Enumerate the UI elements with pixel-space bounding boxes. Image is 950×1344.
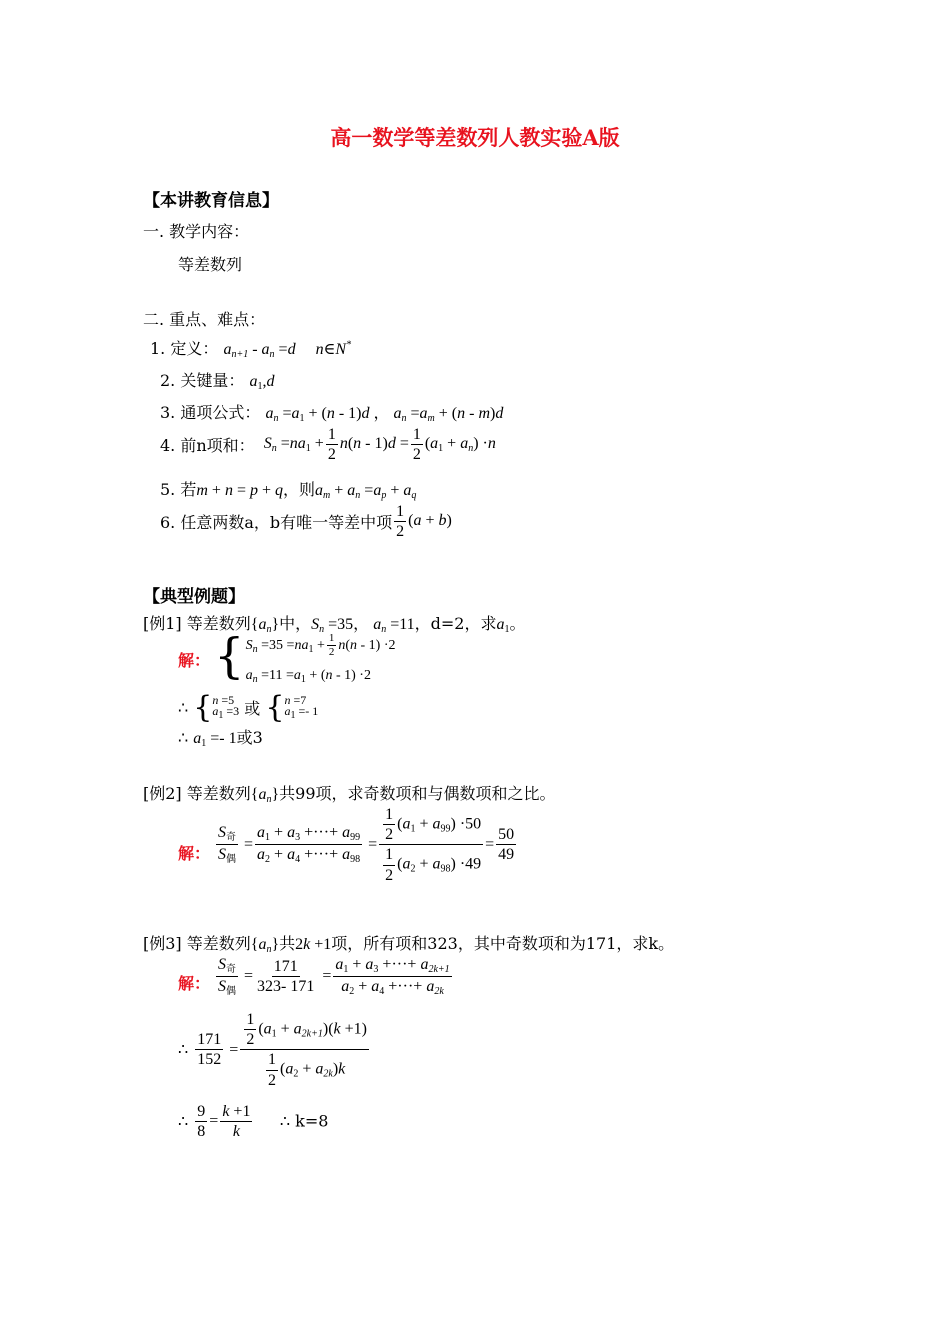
example-3-solution-label: 解： — [178, 974, 211, 993]
example-3-label: [例3] 等差数列 — [143, 934, 251, 953]
therefore-symbol: ∴ — [178, 728, 189, 747]
general-term-label: 3. 通项公式： — [160, 403, 261, 422]
arithmetic-mean-label: 6. 任意两数a，b有唯一等差中项 — [160, 513, 393, 533]
example-1-ask: ，d=2，求 — [414, 614, 497, 633]
example-2-statement — [143, 781, 556, 805]
sum-formula: $S_n =na_1$ + $\frac{1}{2}$ n(n - 1)d = $\frac{1}{2}$ $(a_1 + a_n) \cdot n$ — [259, 426, 496, 464]
page-title: 高一数学等差数列人教实验A版 — [330, 125, 620, 150]
example-1-label: [例1] 等差数列 — [143, 614, 251, 633]
definition-formula: $a_{n+1} - a_n =d$ n∈N* — [223, 339, 352, 360]
definition-line — [150, 336, 351, 360]
example-3-question: 项，所有项和323，其中奇数项和为171，求k。 — [331, 934, 675, 953]
definition-label: 1. 定义： — [150, 339, 219, 358]
example-3-step-3: ∴ $\frac{9}{8}$ = $\frac{k +1}{k}$ ∴ k=8 — [178, 1103, 329, 1141]
sum-formula-label: 4. 前n项和： — [160, 436, 255, 456]
key-points-heading: 二. 重点、难点： — [143, 310, 266, 329]
example-1-middle: 中， — [279, 614, 312, 633]
example-1-answer: ∴ $a_1 =- 1$或3 — [178, 728, 263, 749]
property-label: 5. 若 — [160, 480, 197, 499]
example-3-sequence: $\{a_n\}$ — [250, 936, 280, 955]
example-3-step-1: $\frac{S_奇}{S_偶}$ = $\frac{171}{323- 171}$ = $\frac{a_1 + a_3 +\cdot\cdot\cdot+ a_{2k+1}}{a_2 + a_4 +\cdot\cdot\cdot+ a_{2k}}$ — [218, 956, 450, 997]
example-3-count: 2k +1 — [295, 936, 332, 953]
key-quantity-line — [160, 368, 274, 392]
therefore-symbol: ∴ — [178, 1111, 189, 1131]
example-1-or: 或 — [244, 699, 261, 718]
example-1-cases: ∴ {n =5 $a_1 =3$ 或 {n =7 $a_1 =- 1$ — [178, 690, 319, 725]
example-1-target: $a_1$ — [496, 616, 510, 635]
example-1-solution-label: 解： — [178, 651, 211, 670]
therefore-symbol: ∴ — [178, 698, 189, 717]
property-result: $a_m + a_n =a_p + a_q$ — [315, 482, 417, 501]
arithmetic-mean-formula: $\frac{1}{2}$ (a + b) — [396, 503, 452, 541]
example-1-sequence: $\{a_n\}$ — [250, 616, 280, 635]
section-heading-examples: 【典型例题】 — [143, 587, 245, 607]
example-3-count-prefix: 共 — [279, 934, 296, 953]
content-heading: 一. 教学内容： — [143, 222, 250, 241]
property-condition: m + n = p + q — [196, 482, 284, 499]
therefore-symbol: ∴ — [279, 1111, 291, 1131]
example-3-statement — [143, 931, 674, 955]
property-then: ，则 — [283, 480, 316, 499]
property-line — [160, 477, 416, 501]
example-1-end: 。 — [509, 614, 526, 633]
example-3-step-2: ∴ $\frac{171}{152}$ = $\frac{1}{2}$ $(a_1 + a_{2k+1})(k +1)$ $\frac{1}{2}$ $(a_2 + a_{2k})k$ — [178, 1011, 367, 1089]
example-2-label: [例2] 等差数列 — [143, 784, 251, 803]
example-1-given: $S_n =35$， $a_n =11$ — [311, 616, 415, 635]
section-heading-info: 【本讲教育信息】 — [143, 191, 279, 211]
arithmetic-mean-line — [160, 502, 452, 541]
example-3-answer: k=8 — [295, 1111, 329, 1131]
example-2-solution-label: 解： — [178, 844, 211, 863]
example-2-question: 共99项，求奇数项和与偶数项和之比。 — [279, 784, 556, 803]
general-term-formula: $a_n =a_1 + (n - 1)d$ ， $a_n =a_m + (n - m)d$ — [265, 405, 504, 424]
content-topic: 等差数列 — [178, 255, 243, 274]
key-quantity-label: 2. 关键量： — [160, 371, 245, 390]
sum-formula-line — [160, 425, 496, 464]
therefore-symbol: ∴ — [178, 1039, 189, 1059]
general-term-line — [160, 400, 503, 424]
example-1-answer-or: 或3 — [236, 728, 263, 747]
key-quantity-formula: $a_1,d$ — [249, 373, 275, 392]
example-2-solution: $\frac{S_奇}{S_偶}$ = $\frac{a_1 + a_3 +\cdot\cdot\cdot+ a_{99}}{a_2 + a_4 +\cdot\cdot\cdot+ a_{98}}$ = $\frac{1}{2}$ $(a_1 + a_{99}) \cdot 50$ $\frac{1}{2}$ $(a_2 + a_{98}) \cdot 49$ = $\frac{50}{49}$ — [218, 806, 515, 884]
example-1-system: { $S_n =35 =na_1$ + $\frac{1}{2}$ n(n - 1) ·2 $a_n =11 =a_1 + (n - 1) \cdot 2$ — [214, 628, 396, 685]
example-2-sequence: $\{a_n\}$ — [250, 786, 280, 805]
